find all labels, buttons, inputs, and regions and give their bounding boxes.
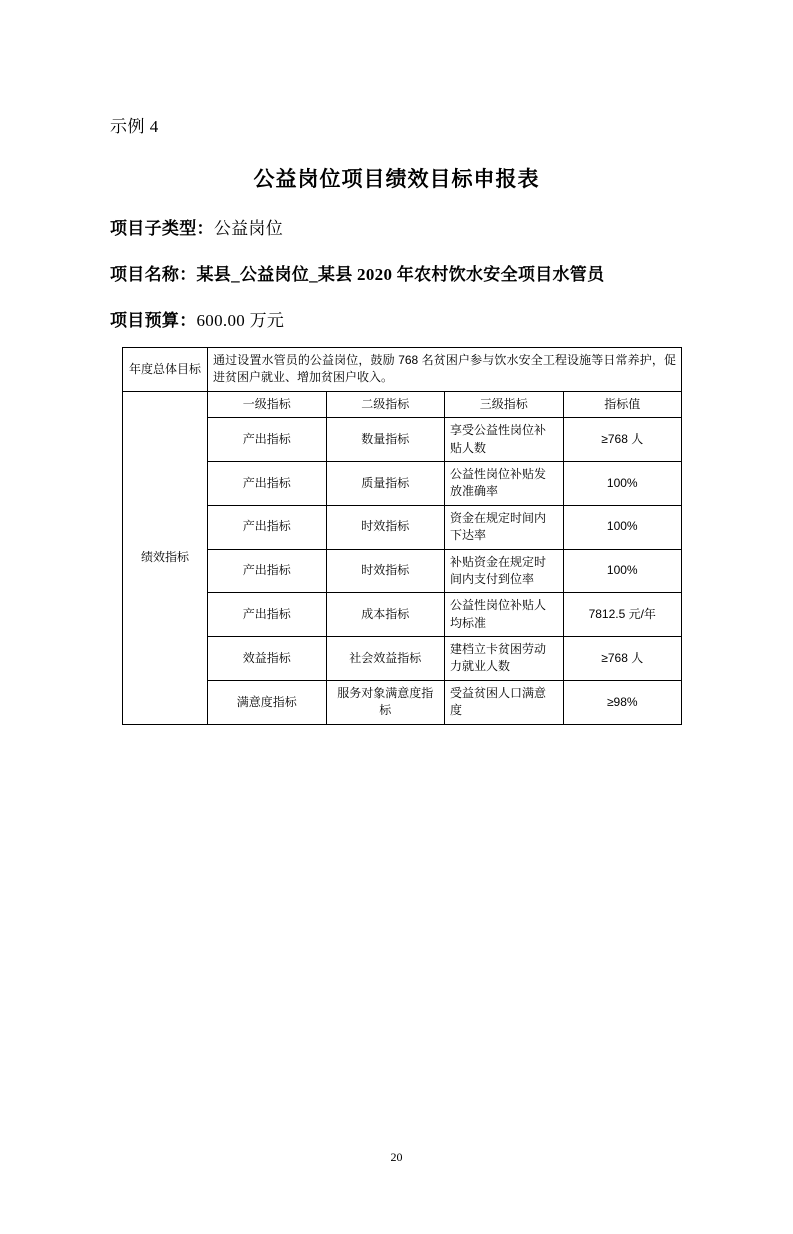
field-label: 项目预算： <box>110 311 197 330</box>
cell-level1: 产出指标 <box>208 418 327 462</box>
cell-level1: 产出指标 <box>208 549 327 593</box>
cell-level3: 补贴资金在规定时间内支付到位率 <box>445 549 564 593</box>
field-label: 项目名称： <box>110 265 197 284</box>
field-project-budget <box>110 306 683 331</box>
annual-goal-text: 通过设置水管员的公益岗位，鼓励 768 名贫困户参与饮水安全工程设施等日常养护，促进贫困户就业、增加贫困户收入。 <box>208 348 682 392</box>
cell-value: ≥768 人 <box>563 418 682 462</box>
cell-value: 100% <box>563 461 682 505</box>
cell-value: ≥98% <box>563 680 682 724</box>
cell-level2: 数量指标 <box>326 418 445 462</box>
cell-level2: 成本指标 <box>326 593 445 637</box>
cell-value: 7812.5 元/年 <box>563 593 682 637</box>
cell-level2: 质量指标 <box>326 461 445 505</box>
cell-value: 100% <box>563 505 682 549</box>
cell-level3: 享受公益性岗位补贴人数 <box>445 418 564 462</box>
field-project-name <box>110 260 683 285</box>
cell-level2: 服务对象满意度指标 <box>326 680 445 724</box>
cell-level1: 产出指标 <box>208 461 327 505</box>
field-value: 公益岗位 <box>213 219 284 238</box>
field-value: 某县_公益岗位_某县 2020 年农村饮水安全项目水管员 <box>196 265 605 284</box>
perf-index-label: 绩效指标 <box>123 391 208 724</box>
column-header-level3: 三级指标 <box>445 391 564 417</box>
performance-table-wrapper <box>122 347 683 725</box>
field-project-subtype <box>110 214 683 239</box>
page-number: 20 <box>390 1150 403 1164</box>
cell-level2: 时效指标 <box>326 505 445 549</box>
cell-value: 100% <box>563 549 682 593</box>
column-header-level2: 二级指标 <box>326 391 445 417</box>
field-value: 600.00 万元 <box>196 311 285 330</box>
cell-value: ≥768 人 <box>563 637 682 681</box>
column-header-value: 指标值 <box>563 391 682 417</box>
cell-level3: 公益性岗位补贴发放准确率 <box>445 461 564 505</box>
cell-level3: 建档立卡贫困劳动力就业人数 <box>445 637 564 681</box>
cell-level1: 效益指标 <box>208 637 327 681</box>
field-label: 项目子类型： <box>110 219 214 238</box>
column-header-level1: 一级指标 <box>208 391 327 417</box>
page-title: 公益岗位项目绩效目标申报表 <box>253 167 540 191</box>
cell-level3: 受益贫困人口满意度 <box>445 680 564 724</box>
example-label: 示例 4 <box>110 117 159 136</box>
table-header-row <box>123 391 682 417</box>
cell-level3: 资金在规定时间内下达率 <box>445 505 564 549</box>
cell-level2: 时效指标 <box>326 549 445 593</box>
cell-level2: 社会效益指标 <box>326 637 445 681</box>
cell-level3: 公益性岗位补贴人均标准 <box>445 593 564 637</box>
performance-target-table <box>122 347 682 725</box>
document-page <box>0 112 793 1234</box>
cell-level1: 满意度指标 <box>208 680 327 724</box>
table-row-annual-goal <box>123 348 682 392</box>
cell-level1: 产出指标 <box>208 505 327 549</box>
annual-goal-label: 年度总体目标 <box>123 348 208 392</box>
cell-level1: 产出指标 <box>208 593 327 637</box>
